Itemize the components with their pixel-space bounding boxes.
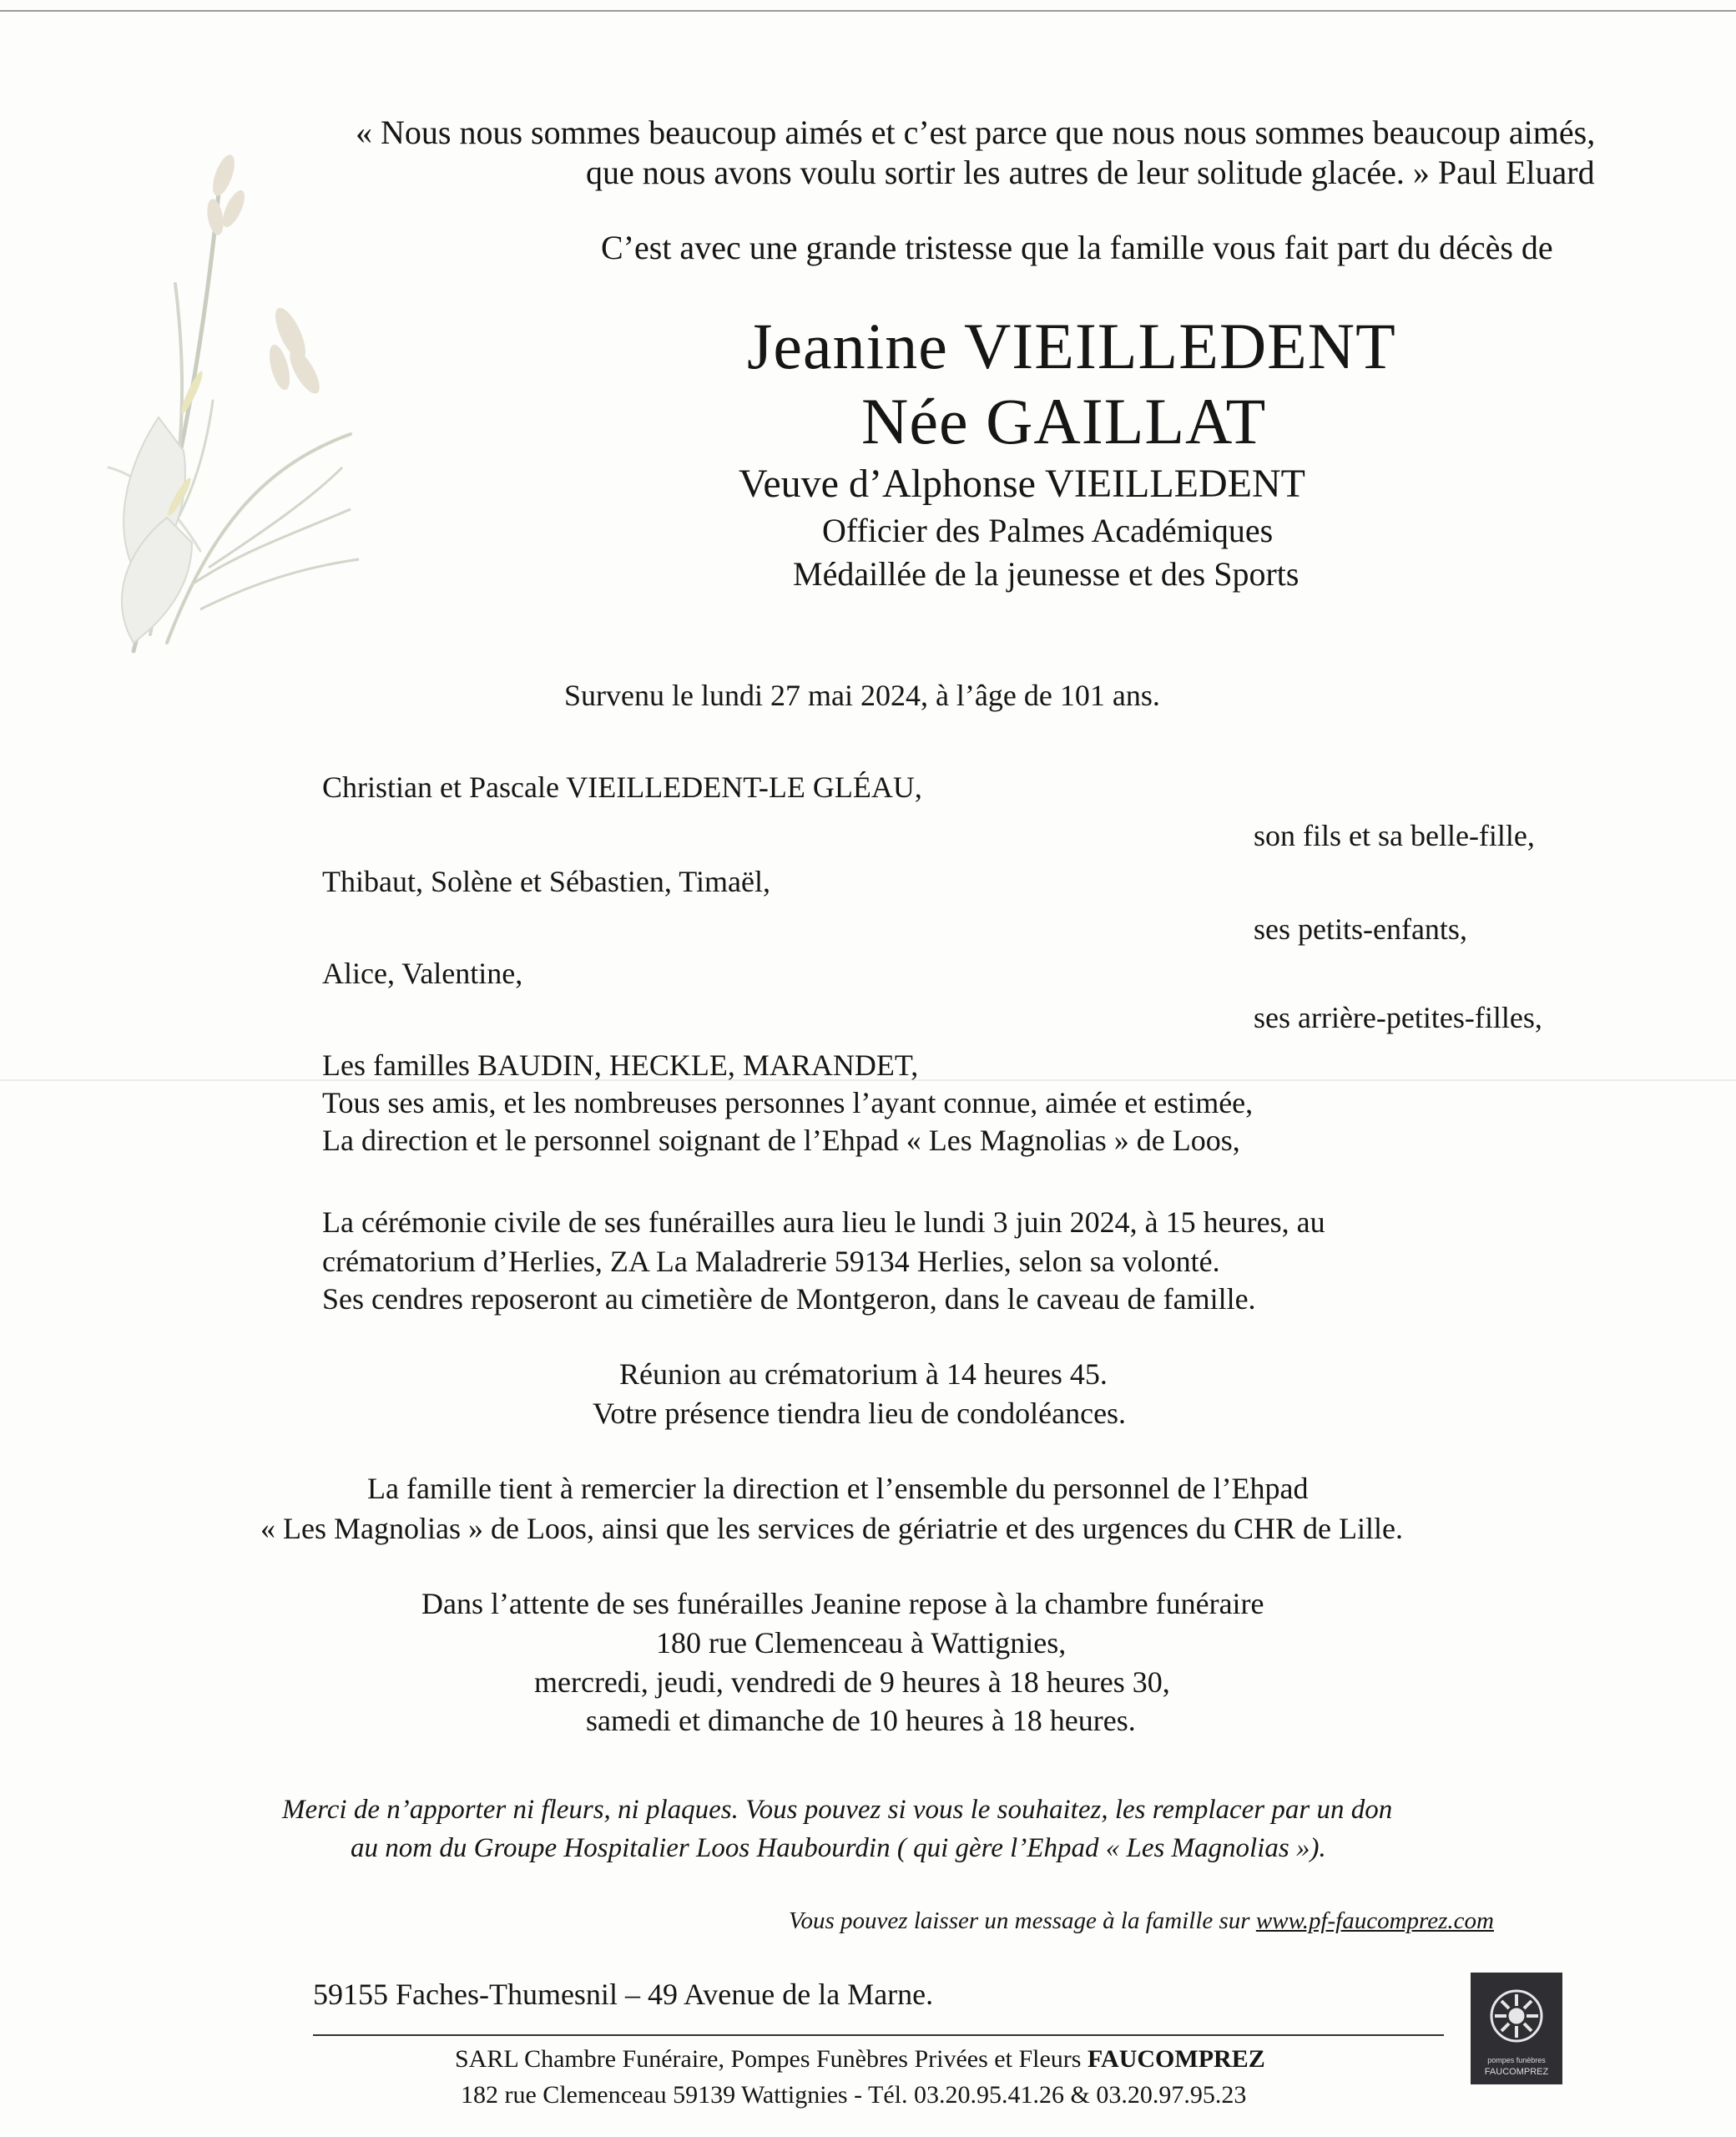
- message-text: Vous pouvez laisser un message à la famille sur: [789, 1907, 1256, 1934]
- family-relation-2: ses petits-enfants,: [1254, 912, 1467, 946]
- footer-company: SARL Chambre Funéraire, Pompes Funèbres Privées et Fleurs: [455, 2045, 1088, 2073]
- address-line: 59155 Faches-Thumesnil – 49 Avenue de la Marne.: [313, 1978, 934, 2011]
- deceased-honor-1: Officier des Palmes Académiques: [822, 512, 1274, 549]
- rest-line-4: samedi et dimanche de 10 heures à 18 heures.: [586, 1704, 1136, 1737]
- family-relation-1: son fils et sa belle-fille,: [1254, 819, 1535, 852]
- request-line-2: au nom du Groupe Hospitalier Loos Haubourdin ( qui gère l’Ehpad « Les Magnolias »).: [351, 1833, 1326, 1863]
- logo-caption-1: pompes funèbres: [1487, 2056, 1546, 2064]
- website-link[interactable]: www.pf-faucomprez.com: [1255, 1907, 1494, 1934]
- faucomprez-logo: [1471, 1973, 1562, 2084]
- flower-emblem-icon: [1471, 1978, 1562, 2058]
- thanks-line-2: « Les Magnolias » de Loos, ainsi que les services de gériatrie et des urgences du CHR de Lille.: [260, 1512, 1403, 1545]
- others-line-3: La direction et le personnel soignant de l’Ehpad « Les Magnolias » de Loos,: [322, 1124, 1240, 1157]
- rest-line-3: mercredi, jeudi, vendredi de 9 heures à 18 heures 30,: [534, 1665, 1170, 1699]
- deceased-birth-name: Née GAILLAT: [861, 385, 1267, 457]
- others-line-1: Les familles BAUDIN, HECKLE, MARANDET,: [322, 1048, 919, 1082]
- scan-edge: [0, 10, 1736, 12]
- ceremony-line-3: Ses cendres reposeront au cimetière de Montgeron, dans le caveau de famille.: [322, 1282, 1256, 1316]
- family-names-1: Christian et Pascale VIEILLEDENT-LE GLÉAU,: [322, 770, 922, 804]
- footer-brand: FAUCOMPREZ: [1087, 2045, 1265, 2073]
- ceremony-line-2: crématorium d’Herlies, ZA La Maladrerie 59134 Herlies, selon sa volonté.: [322, 1245, 1220, 1278]
- quote-line-2: que nous avons voulu sortir les autres de leur solitude glacée. » Paul Eluard: [586, 154, 1595, 191]
- date-line: Survenu le lundi 27 mai 2024, à l’âge de 101 ans.: [564, 679, 1160, 712]
- others-line-2: Tous ses amis, et les nombreuses personnes l’ayant connue, aimée et estimée,: [322, 1086, 1254, 1119]
- lily-wheat-icon: [75, 117, 376, 668]
- message-line: [789, 1907, 1494, 1935]
- family-names-2: Thibaut, Solène et Sébastien, Timaël,: [322, 865, 770, 898]
- thanks-line-1: La famille tient à remercier la direction et l’ensemble du personnel de l’Ehpad: [367, 1472, 1309, 1505]
- ceremony-line-1: La cérémonie civile de ses funérailles aura lieu le lundi 3 juin 2024, à 15 heures, au: [322, 1205, 1325, 1239]
- family-names-3: Alice, Valentine,: [322, 957, 523, 990]
- logo-caption-2: FAUCOMPREZ: [1484, 2067, 1549, 2077]
- deceased-honor-2: Médaillée de la jeunesse et des Sports: [793, 555, 1299, 593]
- footer-line-1: [455, 2045, 1265, 2074]
- rest-line-2: 180 rue Clemenceau à Wattignies,: [656, 1626, 1067, 1660]
- family-relation-3: ses arrière-petites-filles,: [1254, 1001, 1542, 1034]
- request-line-1: Merci de n’apporter ni fleurs, ni plaques. Vous pouvez si vous le souhaitez, les remplacer par un don: [282, 1795, 1393, 1825]
- rest-line-1: Dans l’attente de ses funérailles Jeanine repose à la chambre funéraire: [421, 1587, 1264, 1620]
- deceased-name: Jeanine VIEILLEDENT: [747, 310, 1396, 382]
- intro-text: C’est avec une grande tristesse que la famille vous fait part du décès de: [601, 229, 1553, 266]
- quote-line-1: « Nous nous sommes beaucoup aimés et c’est parce que nous nous sommes beaucoup aimés,: [356, 114, 1596, 151]
- footer-line-2: 182 rue Clemenceau 59139 Wattignies - Tél. 03.20.95.41.26 & 03.20.97.95.23: [461, 2081, 1247, 2109]
- footer-divider: [313, 2034, 1444, 2036]
- meeting-line-1: Réunion au crématorium à 14 heures 45.: [619, 1357, 1108, 1391]
- deceased-widow: Veuve d’Alphonse VIEILLEDENT: [739, 462, 1305, 506]
- meeting-line-2: Votre présence tiendra lieu de condoléances.: [593, 1397, 1127, 1430]
